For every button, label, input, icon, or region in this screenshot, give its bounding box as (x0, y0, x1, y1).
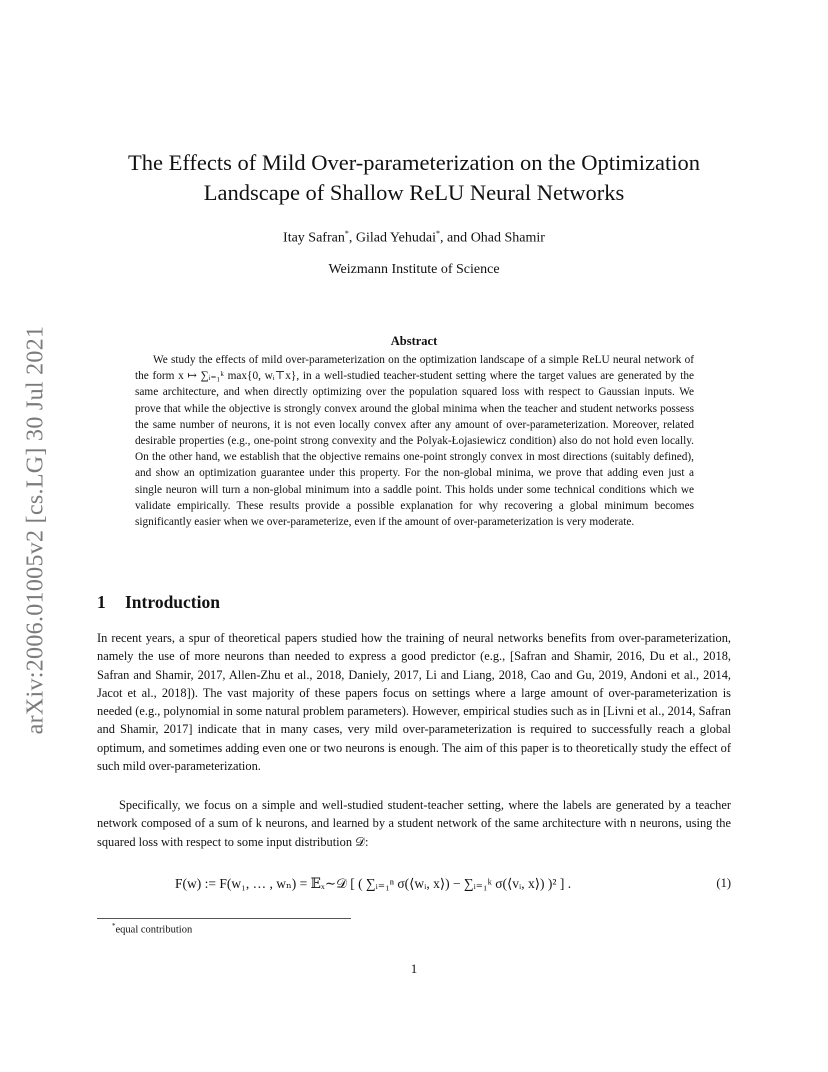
footnote-divider (97, 918, 351, 919)
section-heading-introduction (97, 592, 220, 613)
author-mark: * (344, 229, 349, 238)
section-number: 1 (97, 592, 106, 612)
arxiv-identifier: arXiv:2006.01005v2 [cs.LG] 30 Jul 2021 (22, 325, 49, 735)
author-list (96, 229, 732, 247)
section-title: Introduction (125, 592, 220, 612)
footnote-text: equal contribution (115, 924, 193, 936)
equation-content: F(w) := F(w₁, … , wₙ) = 𝔼ₓ∼𝒟 [ ( ∑ᵢ₌₁ⁿ σ(⟨wᵢ, x⟩) − ∑ᵢ₌₁ᵏ σ(⟨vᵢ, x⟩) )² ] . (175, 876, 572, 891)
author-name: Gilad Yehudai (355, 230, 436, 246)
page-number: 1 (410, 961, 418, 976)
title-line-1: The Effects of Mild Over-parameterization on the Optimization (127, 150, 701, 175)
affiliation: Weizmann Institute of Science (328, 262, 500, 277)
footnote-mark: * (112, 922, 116, 930)
author-mark: * (435, 229, 440, 238)
equation-block (97, 862, 731, 912)
author-name: Itay Safran (283, 230, 345, 246)
author-separator: , and (439, 230, 471, 246)
intro-paragraph-2: Specifically, we focus on a simple and well-studied student-teacher setting, where the labels are generated by a teacher network composed of a sum of k neurons, and learned by a student network of the same architecture with n neurons, using the squared loss with respect to some input distribution 𝒟: (97, 798, 731, 849)
abstract-text: We study the effects of mild over-parameterization on the optimization landscape of a simple ReLU neural network of the form x ↦ ∑ᵢ₌₁ᵏ max{0, wᵢ⊤x}, in a well-studied teacher-student setting where the target values are generated by the same architecture, and when directly optimizing over the population squared loss with respect to Gaussian inputs. We prove that while the objective is strongly convex around the global minima when the teacher and student networks possess the same number of neurons, it is not even locally convex after any amount of over-parameterization. Moreover, related desirable properties (e.g., one-point strong convexity and the Polyak-Łojasiewicz condition) also do not hold even locally. On the other hand, we establish that the objective remains one-point strongly convex in most directions (suitably defined), and show an optimization guarantee under this property. For the non-global minima, we prove that adding even just a single neuron will turn a non-global minimum into a saddle point. This holds under some technical conditions which we validate empirically. These results provide a possible explanation for why recovering a global minimum becomes significantly easier when we over-parameterize, even if the amount of over-parameterization is very moderate. (135, 354, 694, 529)
abstract-heading: Abstract (390, 334, 438, 348)
author-name: Ohad Shamir (470, 230, 545, 246)
title-line-2: Landscape of Shallow ReLU Neural Networks (203, 180, 625, 205)
footnote (112, 922, 192, 936)
author-separator: , (348, 230, 356, 246)
paper-title (96, 148, 732, 208)
equation-number: (1) (716, 876, 731, 890)
intro-paragraph-1: In recent years, a spur of theoretical papers studied how the training of neural networks benefits from over-parameterization, namely the use of more neurons than needed to express a good predictor (e.g., [Safran and Shamir, 2016, Du et al., 2018, Safran and Shamir, 2017, Allen-Zhu et al., 2018, Daniely, 2017, Li and Liang, 2018, Cao and Gu, 2019, Andoni et al., 2014, Jacot et al., 2018]). The vast majority of these papers focus on settings where a large amount of over-parameterization is needed (e.g., polynomial in some natural problem parameters). However, empirical studies such as in [Livni et al., 2014, Safran and Shamir, 2017] indicate that in many cases, very mild over-parameterization is required to successfully reach a global optimum, and sometimes adding even one or two neurons is enough. The aim of this paper is to theoretically study the effect of such mild over-parameterization. (97, 631, 731, 774)
